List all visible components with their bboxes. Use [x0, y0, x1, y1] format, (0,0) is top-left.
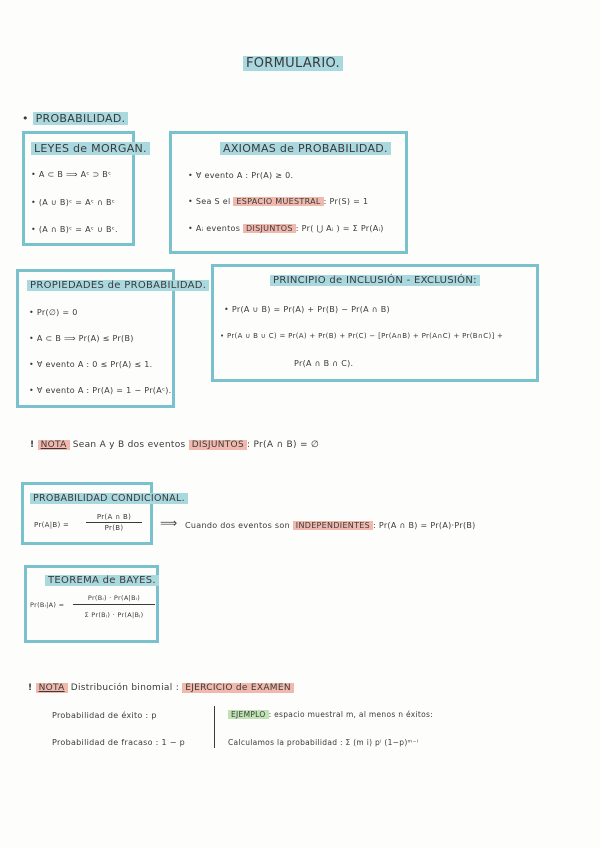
section-heading-probabilidad: • PROBABILIDAD. [22, 112, 128, 125]
ejemplo-line: EJEMPLO : espacio muestral m, al menos n éxitos: [228, 710, 433, 719]
inclusion-line-3: Pr(A ∩ B ∩ C). [294, 359, 354, 368]
exclamation-icon: ! [28, 683, 33, 693]
bayes-title: TEOREMA de BAYES. [45, 575, 159, 586]
condicional-numerator: Pr(A ∩ B) [86, 513, 142, 523]
morgan-line-2: • (A ∪ B)ᶜ = Aᶜ ∩ Bᶜ [31, 198, 115, 207]
bayes-box [24, 565, 159, 643]
condicional-denominator: Pr(B) [104, 524, 124, 532]
propiedad-3: • ∀ evento A : 0 ≤ Pr(A) ≤ 1. [29, 360, 153, 369]
propiedad-4: • ∀ evento A : Pr(A) = 1 − Pr(Aᶜ). [29, 386, 172, 395]
axioma-2: • Sea S el ESPACIO MUESTRAL : Pr(S) = 1 [188, 197, 369, 206]
bayes-fraction [73, 594, 155, 619]
inclusion-title: PRINCIPIO de INCLUSIÓN - EXCLUSIÓN: [270, 275, 480, 286]
inclusion-line-2: • Pr(A ∪ B ∪ C) = Pr(A) + Pr(B) + Pr(C) − [Pr(A∩B) + Pr(A∩C) + Pr(B∩C)] + [220, 332, 504, 340]
morgan-box [22, 131, 147, 246]
axiomas-box [169, 131, 408, 254]
propiedades-title: PROPIEDADES de PROBABILIDAD. [27, 280, 209, 291]
bayes-denominator: Σ Pr(Bⱼ) · Pr(A|Bⱼ) [84, 611, 144, 619]
condicional-fraction [86, 513, 142, 532]
inclusion-line-1: • Pr(A ∪ B) = Pr(A) + Pr(B) − Pr(A ∩ B) [224, 305, 390, 314]
condicional-lhs: Pr(A|B) = [34, 521, 70, 529]
prob-exito: Probabilidad de éxito : p [52, 711, 157, 720]
exclamation-icon: ! [30, 440, 35, 450]
nota-1: ! NOTA Sean A y B dos eventos DISJUNTOS : Pr(A ∩ B) = ∅ [30, 440, 320, 450]
propiedades-box [16, 269, 207, 408]
brace-divider [214, 706, 221, 748]
nota-2: ! NOTA Distribución binomial : EJERCICIO de EXAMEN [28, 683, 294, 693]
axiomas-title: AXIOMAS de PROBABILIDAD. [220, 142, 391, 155]
prob-fracaso: Probabilidad de fracaso : 1 − p [52, 738, 185, 747]
propiedad-2: • A ⊂ B ⟹ Pr(A) ≤ Pr(B) [29, 334, 134, 343]
page-title: FORMULARIO. [243, 56, 343, 71]
inclusion-box [211, 264, 539, 382]
implies-arrow: ⟹ [160, 516, 178, 530]
axioma-1: • ∀ evento A : Pr(A) ≥ 0. [188, 171, 294, 180]
morgan-title: LEYES de MORGAN. [31, 142, 150, 155]
bayes-numerator: Pr(Bᵢ) · Pr(A|Bᵢ) [73, 594, 155, 605]
propiedad-1: • Pr(∅) = 0 [29, 308, 78, 317]
bayes-lhs: Pr(Bᵢ|A) = [30, 601, 65, 609]
calculo-line: Calculamos la probabilidad : Σ (m i) pⁱ (1−p)ᵐ⁻ⁱ [228, 738, 419, 747]
independientes-note: Cuando dos eventos son INDEPENDIENTES : Pr(A ∩ B) = Pr(A)·Pr(B) [185, 521, 476, 530]
axioma-3: • Aᵢ eventos DISJUNTOS : Pr( ⋃ Aᵢ ) = Σ Pr(Aᵢ) [188, 224, 384, 233]
morgan-line-1: • A ⊂ B ⟹ Aᶜ ⊃ Bᶜ [31, 170, 112, 179]
morgan-line-3: • (A ∩ B)ᶜ = Aᶜ ∪ Bᶜ. [31, 225, 118, 234]
condicional-title: PROBABILIDAD CONDICIONAL. [30, 493, 188, 504]
condicional-box [21, 482, 185, 545]
